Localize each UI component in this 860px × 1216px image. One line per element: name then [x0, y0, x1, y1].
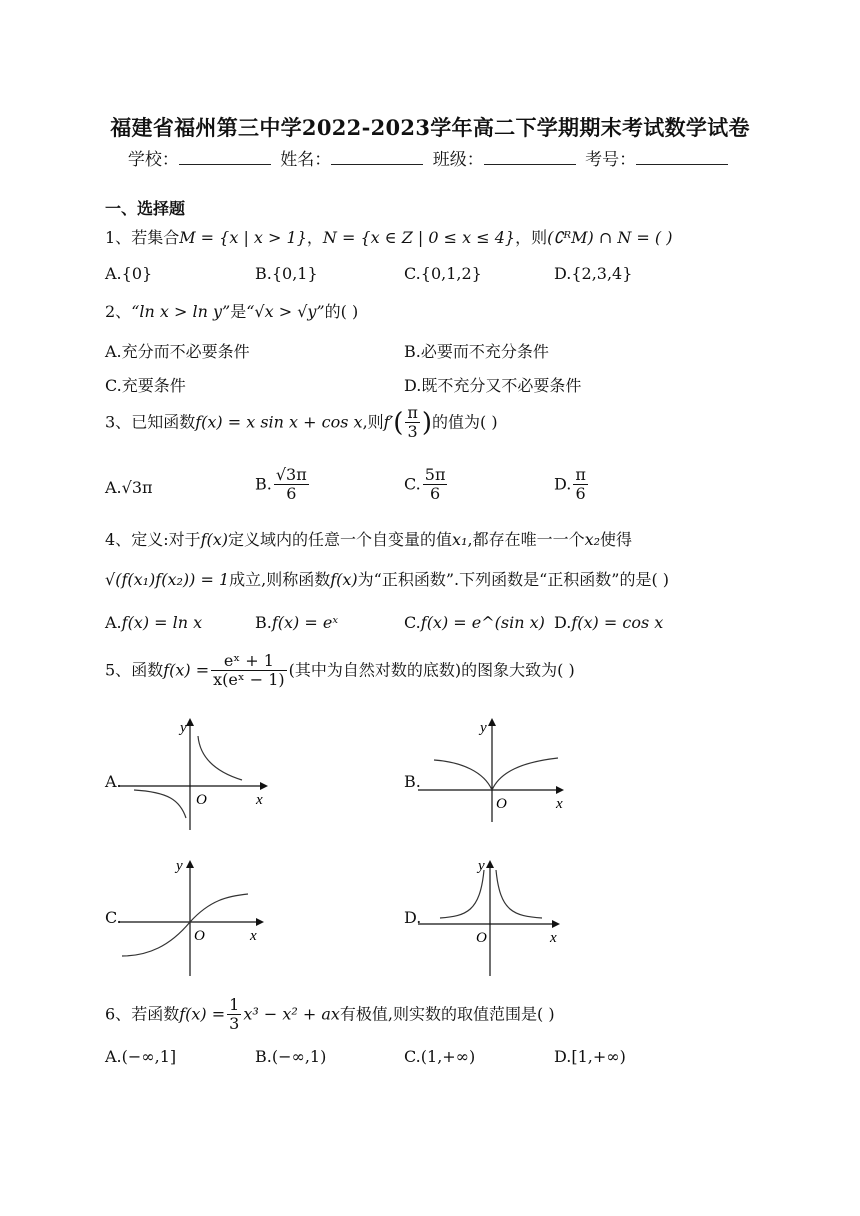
- x-axis-label: x: [256, 792, 263, 808]
- option-d[interactable]: [554, 264, 632, 283]
- option-label: D.: [404, 376, 422, 395]
- question-text: 若函数: [131, 1004, 180, 1024]
- question-5: [105, 652, 575, 690]
- x-axis-label: x: [250, 928, 257, 944]
- question-number: 3、: [105, 412, 132, 432]
- question-text: ，则: [515, 228, 548, 247]
- field-school-blank[interactable]: [179, 150, 271, 165]
- math-expr: f′: [383, 412, 394, 432]
- option-c[interactable]: [404, 613, 545, 632]
- option-label: C.: [404, 474, 421, 494]
- option-label: A.: [105, 1047, 122, 1066]
- fraction: $\frac{5\pi}{6}$: [424, 465, 446, 504]
- question-text: (其中为自然对数的底数)的图象大致为( ): [288, 660, 575, 680]
- field-exam-id-label: 考号：: [585, 150, 637, 170]
- question-text: 为“正积函数”.下列函数是“正积函数”的是( ): [357, 570, 670, 589]
- option-text: {0,1,2}: [420, 264, 482, 283]
- question-text: 使得: [600, 530, 633, 549]
- section-heading: 一、选择题: [105, 199, 186, 218]
- option-d[interactable]: [554, 466, 590, 504]
- option-text: (−∞,1): [271, 1047, 327, 1066]
- question-3: 3、已知函数f(x) = x sin x + cos x,则f′( $\frac{\pi}{3}$ )的值为( ): [105, 403, 498, 442]
- fraction: $\frac{\pi}{6}$: [575, 465, 586, 504]
- question-4-line-1: [105, 527, 632, 550]
- question-1: 1、若集合M = {x | x > 1}，N = {x ∈ Z | 0 ≤ x ≤ 4}，则(∁ᴿM) ∩ N = ( ): [105, 228, 673, 247]
- question-number: 1、: [105, 228, 132, 247]
- option-a[interactable]: [105, 478, 153, 497]
- math-expr: x₂: [584, 530, 601, 549]
- option-text: f(x) = e^(sin x): [420, 613, 545, 632]
- field-class-blank[interactable]: [484, 150, 576, 165]
- origin-label: O: [496, 796, 507, 812]
- option-text: 充分而不必要条件: [121, 342, 250, 361]
- math-expr: x₁: [452, 530, 468, 549]
- graph-b-label[interactable]: B.: [404, 772, 421, 791]
- math-expr: “√x > √y”: [246, 302, 325, 321]
- option-text: f(x) = cos x: [571, 613, 664, 632]
- option-text: f(x) = ln x: [121, 613, 203, 632]
- math-expr: N = {x ∈ Z | 0 ≤ x ≤ 4}: [322, 228, 516, 247]
- question-number: 5、: [105, 660, 132, 680]
- option-label: A.: [105, 478, 122, 497]
- option-a[interactable]: [105, 339, 250, 362]
- option-text: 充要条件: [121, 376, 186, 395]
- option-a[interactable]: [105, 1047, 176, 1066]
- question-number: 2、: [105, 302, 132, 321]
- question-2: [105, 299, 358, 322]
- question-text: 是: [230, 302, 247, 321]
- option-label: A.: [105, 264, 122, 283]
- option-c[interactable]: [105, 373, 186, 396]
- y-axis-label: y: [180, 720, 187, 736]
- question-text: 的( ): [324, 302, 359, 321]
- option-label: B.: [255, 613, 272, 632]
- option-label: C.: [404, 613, 421, 632]
- question-number: 6、: [105, 1004, 132, 1024]
- question-text: 函数: [131, 660, 164, 680]
- graph-d-label[interactable]: D.: [404, 908, 422, 927]
- graph-c-label[interactable]: C.: [105, 908, 122, 927]
- question-text: 成立,则称函数: [229, 570, 331, 589]
- option-d[interactable]: [554, 1047, 626, 1066]
- option-text: {2,3,4}: [571, 264, 633, 283]
- y-axis-label: y: [176, 858, 183, 874]
- option-d[interactable]: [404, 373, 581, 396]
- option-text: (1,+∞): [420, 1047, 476, 1066]
- option-label: D.: [554, 1047, 572, 1066]
- option-label: B.: [404, 342, 421, 361]
- option-label: B.: [255, 1047, 272, 1066]
- option-b[interactable]: [255, 613, 338, 632]
- option-text: 必要而不充分条件: [420, 342, 549, 361]
- option-text: √3π: [121, 478, 153, 497]
- math-expr: f(x) =: [163, 660, 210, 680]
- student-info-line: [0, 145, 860, 170]
- option-b[interactable]: [255, 466, 311, 504]
- math-expr: M = {x | x > 1}: [179, 228, 307, 247]
- option-text: {0,1}: [271, 264, 318, 283]
- field-name-label: 姓名：: [280, 150, 332, 170]
- x-axis-label: x: [556, 796, 563, 812]
- option-b[interactable]: [404, 339, 549, 362]
- field-exam-id-blank[interactable]: [636, 150, 728, 165]
- question-text: ,则: [362, 412, 384, 432]
- graph-b[interactable]: [418, 712, 578, 832]
- field-name-blank[interactable]: [331, 150, 423, 165]
- option-text: {0}: [121, 264, 153, 283]
- option-a[interactable]: [105, 613, 202, 632]
- option-text: f(x) = eˣ: [271, 613, 338, 632]
- math-expr: f(x): [200, 530, 229, 549]
- option-label: C.: [404, 264, 421, 283]
- option-b[interactable]: [255, 1047, 326, 1066]
- question-4-line-2: [105, 567, 669, 590]
- graph-a-label[interactable]: A.: [105, 772, 122, 791]
- option-label: B.: [255, 474, 272, 494]
- option-text: [1,+∞): [571, 1047, 626, 1066]
- field-class-label: 班级：: [432, 150, 484, 170]
- math-expr: (∁ᴿM) ∩ N = ( ): [547, 228, 673, 247]
- math-expr: f(x) =: [179, 1004, 226, 1024]
- option-label: A.: [105, 342, 122, 361]
- y-axis-label: y: [478, 858, 485, 874]
- graph-d[interactable]: [418, 852, 578, 982]
- fraction: $\frac{1}{3}$: [229, 995, 240, 1034]
- option-label: C.: [404, 1047, 421, 1066]
- math-expr: f(x): [330, 570, 358, 589]
- graph-a[interactable]: [118, 712, 278, 832]
- question-number: 4、: [105, 530, 132, 549]
- question-text: ,都存在唯一一个: [467, 530, 585, 549]
- option-c[interactable]: [404, 264, 482, 283]
- option-label: D.: [554, 474, 572, 494]
- field-school-label: 学校：: [127, 150, 179, 170]
- math-expr: √(f(x₁)f(x₂)) = 1: [105, 570, 230, 589]
- question-text: 定义:对于: [131, 530, 201, 549]
- option-label: D.: [554, 264, 572, 283]
- option-label: B.: [255, 264, 272, 283]
- origin-label: O: [194, 928, 205, 944]
- option-text: (−∞,1]: [121, 1047, 177, 1066]
- fraction: $\frac{\pi}{3}$: [407, 403, 418, 442]
- question-text: 若集合: [131, 228, 180, 247]
- option-c[interactable]: [404, 466, 449, 504]
- option-text: 既不充分又不必要条件: [421, 376, 582, 395]
- math-expr: “ln x > ln y”: [131, 302, 231, 321]
- option-label: C.: [105, 376, 122, 395]
- option-b[interactable]: [255, 264, 318, 283]
- question-text: 定义域内的任意一个自变量的值: [228, 530, 453, 549]
- origin-label: O: [196, 792, 207, 808]
- origin-label: O: [476, 930, 487, 946]
- math-expr: x³ − x² + ax: [243, 1004, 340, 1024]
- option-label: A.: [105, 613, 122, 632]
- option-a[interactable]: [105, 264, 152, 283]
- fraction: $\frac{\text{eˣ + 1}}{\text{x(eˣ − 1)}}$: [213, 651, 285, 690]
- question-6: [105, 996, 555, 1034]
- option-d[interactable]: [554, 613, 663, 632]
- graph-c[interactable]: [118, 852, 278, 982]
- option-label: D.: [554, 613, 572, 632]
- fraction: $\frac{√3\pi}{6}$: [275, 465, 307, 504]
- math-expr: f(x) = x sin x + cos x: [195, 412, 363, 432]
- x-axis-label: x: [550, 930, 557, 946]
- question-text: 的值为( ): [432, 412, 498, 432]
- y-axis-label: y: [480, 720, 487, 736]
- question-text: 已知函数: [131, 412, 196, 432]
- question-text: 有极值,则实数的取值范围是( ): [339, 1004, 555, 1024]
- page-title: 福建省福州第三中学2022-2023学年高二下学期期末考试数学试卷: [110, 115, 750, 140]
- option-c[interactable]: [404, 1047, 475, 1066]
